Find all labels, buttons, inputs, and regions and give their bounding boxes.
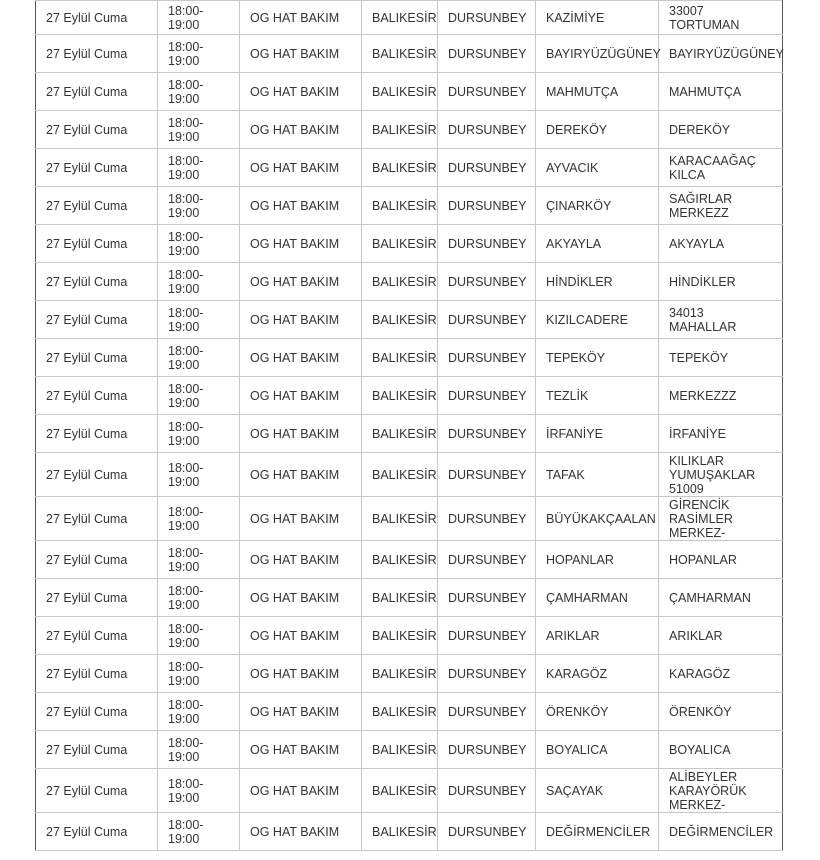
time-cell: 18:00-19:00	[158, 579, 240, 617]
work-type-cell: OG HAT BAKIM	[240, 149, 362, 187]
date-cell: 27 Eylül Cuma	[36, 579, 158, 617]
neighborhood-cell: HİNDİKLER	[536, 263, 659, 301]
district-cell: DURSUNBEY	[438, 35, 536, 73]
streets-cell	[659, 769, 783, 813]
table-row	[36, 149, 783, 187]
street-name: MERKEZ-	[669, 797, 726, 812]
province-cell: BALIKESİR	[362, 541, 438, 579]
district-cell: DURSUNBEY	[438, 263, 536, 301]
work-type-cell: OG HAT BAKIM	[240, 35, 362, 73]
work-type-cell: OG HAT BAKIM	[240, 263, 362, 301]
street-name: TORTUMAN	[669, 17, 740, 32]
table-row	[36, 35, 783, 73]
neighborhood-cell: ÖRENKÖY	[536, 693, 659, 731]
street-name: HOPANLAR	[669, 552, 737, 567]
province-cell: BALIKESİR	[362, 149, 438, 187]
street-name: BOYALICA	[669, 742, 731, 757]
table-row	[36, 187, 783, 225]
time-cell: 18:00-19:00	[158, 415, 240, 453]
time-cell: 18:00-19:00	[158, 769, 240, 813]
district-cell: DURSUNBEY	[438, 377, 536, 415]
neighborhood-cell: İRFANİYE	[536, 415, 659, 453]
work-type-cell: OG HAT BAKIM	[240, 813, 362, 851]
neighborhood-cell: MAHMUTÇA	[536, 73, 659, 111]
neighborhood-cell: BAYIRYÜZÜGÜNEY	[536, 35, 659, 73]
time-cell: 18:00-19:00	[158, 617, 240, 655]
neighborhood-cell: ARIKLAR	[536, 617, 659, 655]
time-cell: 18:00-19:00	[158, 149, 240, 187]
time-cell: 18:00-19:00	[158, 377, 240, 415]
time-cell: 18:00-19:00	[158, 453, 240, 497]
province-cell: BALIKESİR	[362, 453, 438, 497]
table-row	[36, 225, 783, 263]
time-cell: 18:00-19:00	[158, 1, 240, 35]
neighborhood-cell: KIZILCADERE	[536, 301, 659, 339]
time-cell: 18:00-19:00	[158, 301, 240, 339]
table-row	[36, 579, 783, 617]
table-row	[36, 301, 783, 339]
district-cell: DURSUNBEY	[438, 541, 536, 579]
date-cell: 27 Eylül Cuma	[36, 617, 158, 655]
street-name: KARACAAĞAÇ	[669, 153, 756, 168]
time-cell: 18:00-19:00	[158, 35, 240, 73]
neighborhood-cell: KAZİMİYE	[536, 1, 659, 35]
work-type-cell: OG HAT BAKIM	[240, 339, 362, 377]
district-cell: DURSUNBEY	[438, 769, 536, 813]
date-cell: 27 Eylül Cuma	[36, 187, 158, 225]
time-cell: 18:00-19:00	[158, 497, 240, 541]
date-cell: 27 Eylül Cuma	[36, 497, 158, 541]
street-name: KARAYÖRÜK	[669, 783, 747, 798]
district-cell: DURSUNBEY	[438, 301, 536, 339]
date-cell: 27 Eylül Cuma	[36, 693, 158, 731]
neighborhood-cell: DEĞİRMENCİLER	[536, 813, 659, 851]
neighborhood-cell: TAFAK	[536, 453, 659, 497]
work-type-cell: OG HAT BAKIM	[240, 769, 362, 813]
neighborhood-cell: ÇAMHARMAN	[536, 579, 659, 617]
table-row	[36, 617, 783, 655]
street-name: ARIKLAR	[669, 628, 723, 643]
table-body	[36, 1, 783, 851]
streets-cell	[659, 225, 783, 263]
streets-cell	[659, 301, 783, 339]
district-cell: DURSUNBEY	[438, 731, 536, 769]
date-cell: 27 Eylül Cuma	[36, 813, 158, 851]
street-name: BAYIRYÜZÜGÜNEY	[669, 46, 784, 61]
work-type-cell: OG HAT BAKIM	[240, 655, 362, 693]
work-type-cell: OG HAT BAKIM	[240, 377, 362, 415]
street-name: İRFANİYE	[669, 426, 726, 441]
district-cell: DURSUNBEY	[438, 453, 536, 497]
table-row	[36, 769, 783, 813]
street-name: GİRENCİK	[669, 497, 730, 512]
neighborhood-cell: SAÇAYAK	[536, 769, 659, 813]
streets-cell	[659, 579, 783, 617]
date-cell: 27 Eylül Cuma	[36, 655, 158, 693]
district-cell: DURSUNBEY	[438, 617, 536, 655]
district-cell: DURSUNBEY	[438, 225, 536, 263]
time-cell: 18:00-19:00	[158, 693, 240, 731]
streets-cell	[659, 1, 783, 35]
work-type-cell: OG HAT BAKIM	[240, 301, 362, 339]
street-name: MERKEZZZ	[669, 388, 737, 403]
date-cell: 27 Eylül Cuma	[36, 301, 158, 339]
date-cell: 27 Eylül Cuma	[36, 1, 158, 35]
work-type-cell: OG HAT BAKIM	[240, 497, 362, 541]
streets-cell	[659, 693, 783, 731]
street-name: DEREKÖY	[669, 122, 731, 137]
time-cell: 18:00-19:00	[158, 73, 240, 111]
street-name: KILCA	[669, 167, 706, 182]
date-cell: 27 Eylül Cuma	[36, 263, 158, 301]
province-cell: BALIKESİR	[362, 415, 438, 453]
district-cell: DURSUNBEY	[438, 339, 536, 377]
streets-cell	[659, 731, 783, 769]
street-name: DEĞİRMENCİLER	[669, 824, 774, 839]
date-cell: 27 Eylül Cuma	[36, 225, 158, 263]
province-cell: BALIKESİR	[362, 377, 438, 415]
province-cell: BALIKESİR	[362, 263, 438, 301]
province-cell: BALIKESİR	[362, 339, 438, 377]
time-cell: 18:00-19:00	[158, 731, 240, 769]
table-row	[36, 655, 783, 693]
work-type-cell: OG HAT BAKIM	[240, 187, 362, 225]
province-cell: BALIKESİR	[362, 225, 438, 263]
district-cell: DURSUNBEY	[438, 497, 536, 541]
date-cell: 27 Eylül Cuma	[36, 339, 158, 377]
streets-cell	[659, 541, 783, 579]
neighborhood-cell: AKYAYLA	[536, 225, 659, 263]
province-cell: BALIKESİR	[362, 1, 438, 35]
province-cell: BALIKESİR	[362, 617, 438, 655]
work-type-cell: OG HAT BAKIM	[240, 111, 362, 149]
streets-cell	[659, 263, 783, 301]
neighborhood-cell: AYVACIK	[536, 149, 659, 187]
province-cell: BALIKESİR	[362, 111, 438, 149]
table-row	[36, 377, 783, 415]
neighborhood-cell: TEZLİK	[536, 377, 659, 415]
neighborhood-cell: HOPANLAR	[536, 541, 659, 579]
outage-table	[35, 0, 783, 851]
date-cell: 27 Eylül Cuma	[36, 769, 158, 813]
work-type-cell: OG HAT BAKIM	[240, 579, 362, 617]
district-cell: DURSUNBEY	[438, 187, 536, 225]
table-row	[36, 1, 783, 35]
table-row	[36, 731, 783, 769]
date-cell: 27 Eylül Cuma	[36, 415, 158, 453]
date-cell: 27 Eylül Cuma	[36, 731, 158, 769]
work-type-cell: OG HAT BAKIM	[240, 415, 362, 453]
province-cell: BALIKESİR	[362, 769, 438, 813]
province-cell: BALIKESİR	[362, 187, 438, 225]
work-type-cell: OG HAT BAKIM	[240, 693, 362, 731]
table-row	[36, 497, 783, 541]
time-cell: 18:00-19:00	[158, 187, 240, 225]
streets-cell	[659, 617, 783, 655]
neighborhood-cell: BÜYÜKAKÇAALAN	[536, 497, 659, 541]
street-name: AKYAYLA	[669, 236, 725, 251]
province-cell: BALIKESİR	[362, 301, 438, 339]
time-cell: 18:00-19:00	[158, 655, 240, 693]
streets-cell	[659, 111, 783, 149]
district-cell: DURSUNBEY	[438, 579, 536, 617]
district-cell: DURSUNBEY	[438, 415, 536, 453]
district-cell: DURSUNBEY	[438, 149, 536, 187]
province-cell: BALIKESİR	[362, 35, 438, 73]
district-cell: DURSUNBEY	[438, 813, 536, 851]
table-row	[36, 813, 783, 851]
time-cell: 18:00-19:00	[158, 225, 240, 263]
date-cell: 27 Eylül Cuma	[36, 453, 158, 497]
table-row	[36, 693, 783, 731]
work-type-cell: OG HAT BAKIM	[240, 73, 362, 111]
work-type-cell: OG HAT BAKIM	[240, 731, 362, 769]
province-cell: BALIKESİR	[362, 579, 438, 617]
street-name: HİNDİKLER	[669, 274, 736, 289]
street-name: SAĞIRLAR	[669, 191, 733, 206]
streets-cell	[659, 149, 783, 187]
street-name: 51009	[669, 481, 704, 496]
date-cell: 27 Eylül Cuma	[36, 377, 158, 415]
street-name: ALİBEYLER	[669, 769, 738, 784]
province-cell: BALIKESİR	[362, 655, 438, 693]
work-type-cell: OG HAT BAKIM	[240, 541, 362, 579]
work-type-cell: OG HAT BAKIM	[240, 453, 362, 497]
table-row	[36, 263, 783, 301]
outage-table-container	[35, 0, 782, 851]
streets-cell	[659, 453, 783, 497]
work-type-cell: OG HAT BAKIM	[240, 617, 362, 655]
time-cell: 18:00-19:00	[158, 339, 240, 377]
date-cell: 27 Eylül Cuma	[36, 541, 158, 579]
streets-cell	[659, 655, 783, 693]
table-row	[36, 73, 783, 111]
date-cell: 27 Eylül Cuma	[36, 149, 158, 187]
time-cell: 18:00-19:00	[158, 813, 240, 851]
work-type-cell: OG HAT BAKIM	[240, 1, 362, 35]
street-name: YUMUŞAKLAR	[669, 467, 756, 482]
street-name: RASİMLER	[669, 511, 733, 526]
street-name: MERKEZ-	[669, 525, 726, 540]
date-cell: 27 Eylül Cuma	[36, 73, 158, 111]
date-cell: 27 Eylül Cuma	[36, 111, 158, 149]
province-cell: BALIKESİR	[362, 73, 438, 111]
street-name: KARAGÖZ	[669, 666, 731, 681]
table-row	[36, 415, 783, 453]
time-cell: 18:00-19:00	[158, 541, 240, 579]
streets-cell	[659, 339, 783, 377]
province-cell: BALIKESİR	[362, 497, 438, 541]
street-name: KILIKLAR	[669, 453, 724, 468]
street-name: 33007	[669, 3, 704, 18]
neighborhood-cell: DEREKÖY	[536, 111, 659, 149]
streets-cell	[659, 497, 783, 541]
district-cell: DURSUNBEY	[438, 655, 536, 693]
streets-cell	[659, 813, 783, 851]
street-name: ÖRENKÖY	[669, 704, 732, 719]
streets-cell	[659, 415, 783, 453]
work-type-cell: OG HAT BAKIM	[240, 225, 362, 263]
date-cell: 27 Eylül Cuma	[36, 35, 158, 73]
neighborhood-cell: KARAGÖZ	[536, 655, 659, 693]
province-cell: BALIKESİR	[362, 813, 438, 851]
province-cell: BALIKESİR	[362, 731, 438, 769]
district-cell: DURSUNBEY	[438, 693, 536, 731]
street-name: MAHMUTÇA	[669, 84, 742, 99]
district-cell: DURSUNBEY	[438, 111, 536, 149]
table-row	[36, 339, 783, 377]
neighborhood-cell: BOYALICA	[536, 731, 659, 769]
street-name: TEPEKÖY	[669, 350, 729, 365]
street-name: ÇAMHARMAN	[669, 590, 751, 605]
district-cell: DURSUNBEY	[438, 73, 536, 111]
streets-cell	[659, 187, 783, 225]
time-cell: 18:00-19:00	[158, 263, 240, 301]
province-cell: BALIKESİR	[362, 693, 438, 731]
street-name: MAHALLAR	[669, 319, 737, 334]
district-cell: DURSUNBEY	[438, 1, 536, 35]
neighborhood-cell: TEPEKÖY	[536, 339, 659, 377]
streets-cell	[659, 35, 783, 73]
street-name: MERKEZZ	[669, 205, 729, 220]
table-row	[36, 541, 783, 579]
time-cell: 18:00-19:00	[158, 111, 240, 149]
streets-cell	[659, 377, 783, 415]
street-name: 34013	[669, 305, 704, 320]
table-row	[36, 111, 783, 149]
table-row	[36, 453, 783, 497]
streets-cell	[659, 73, 783, 111]
neighborhood-cell: ÇINARKÖY	[536, 187, 659, 225]
